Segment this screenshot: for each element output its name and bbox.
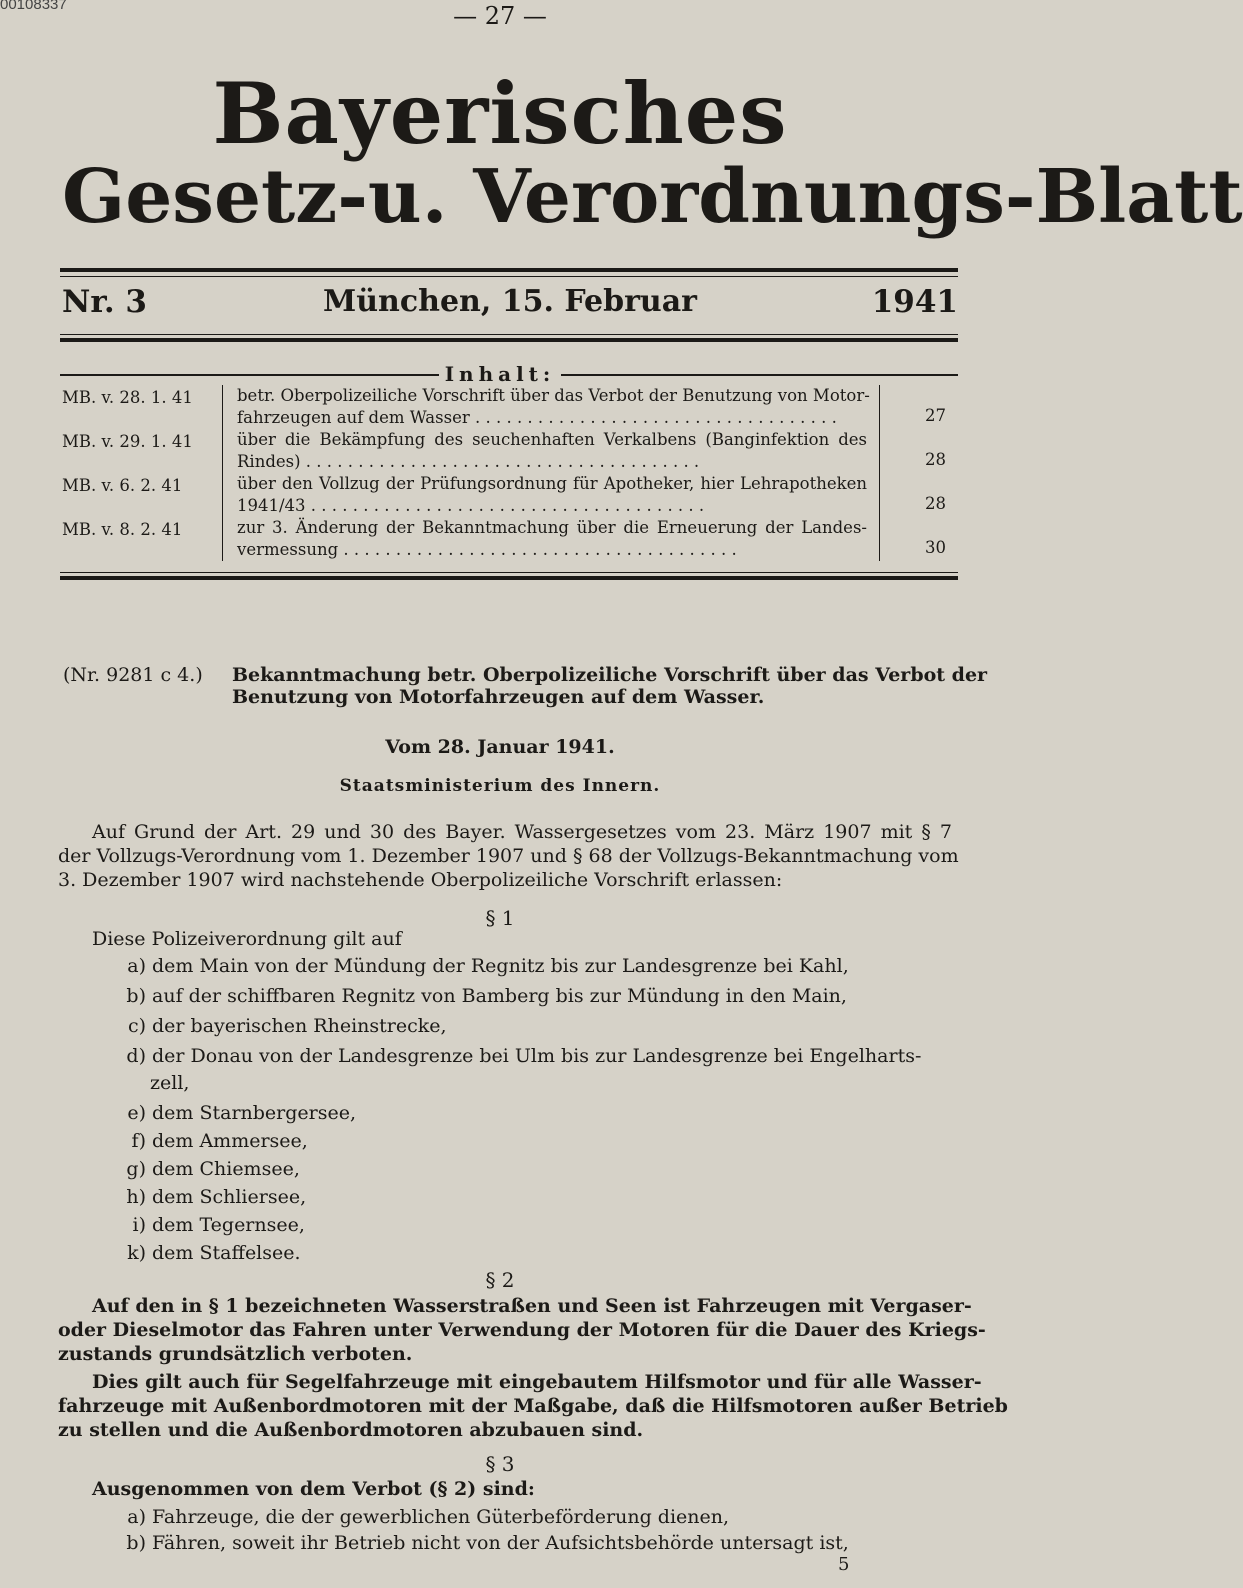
announcement-title [232, 664, 988, 708]
list-item: d) der Donau von der Landesgrenze bei Ulm bis zur Landesgrenze bei Engelharts- [126, 1045, 922, 1067]
list-item: b) Fähren, soweit ihr Betrieb nicht von der Aufsichtsbehörde untersagt ist, [126, 1532, 849, 1554]
toc-page: 28 [925, 450, 946, 469]
toc-desc-line: betr. Oberpolizeiliche Vorschrift über das Verbot der Benutzung von Motor- [237, 386, 870, 405]
paragraph-line: zu stellen und die Außenbordmotoren abzubauen sind. [58, 1419, 644, 1441]
list-item: g) dem Chiemsee, [126, 1158, 300, 1180]
list-item: k) dem Staffelsee. [127, 1242, 301, 1264]
signature-mark: 5 [838, 1554, 850, 1575]
toc-desc-line: vermessung . . . . . . . . . . . . . . . . . . . . . . . . . . . . . . . . . . . . . . [237, 540, 737, 559]
toc-description [222, 473, 880, 517]
announcement-title-line: Benutzung von Motorfahrzeugen auf dem Wasser. [232, 686, 765, 708]
preamble [58, 820, 959, 892]
preamble-line: der Vollzugs-Verordnung vom 1. Dezember 1907 und § 68 der Vollzugs-Bekanntmachung vom [58, 845, 959, 867]
masthead-title-line1: Bayerisches [212, 64, 788, 163]
list-item-continuation: zell, [150, 1072, 190, 1094]
issue-line [62, 284, 958, 324]
section-3-heading: § 3 [485, 1452, 515, 1476]
masthead-rule-top [60, 268, 958, 272]
section-1-heading: § 1 [485, 906, 515, 930]
toc-description [222, 517, 880, 561]
section-3-intro: Ausgenommen von dem Verbot (§ 2) sind: [92, 1478, 535, 1500]
preamble-line: Auf Grund der Art. 29 und 30 des Bayer. Wassergesetzes vom 23. März 1907 mit § 7 [92, 821, 952, 843]
list-item: f) dem Ammersee, [131, 1130, 308, 1152]
paragraph-line: Auf den in § 1 bezeichneten Wasserstraßen und Seen ist Fahrzeugen mit Vergaser- [92, 1295, 972, 1317]
announcement-ref-number: (Nr. 9281 c 4.) [63, 664, 203, 686]
issue-place-date: München, 15. Februar [323, 284, 697, 319]
issuing-ministry: Staatsministerium des Innern. [339, 776, 661, 796]
list-item: e) dem Starnbergersee, [127, 1102, 357, 1124]
paragraph-line: zustands grundsätzlich verboten. [58, 1343, 413, 1365]
preamble-line: 3. Dezember 1907 wird nachstehende Oberpolizeiliche Vorschrift erlassen: [58, 869, 783, 891]
toc-description [222, 429, 880, 473]
section-2-heading: § 2 [485, 1268, 515, 1292]
toc-ref: MB. v. 28. 1. 41 [62, 388, 193, 407]
list-item: c) der bayerischen Rheinstrecke, [127, 1015, 447, 1037]
toc-entry [62, 385, 958, 429]
toc-entry [62, 473, 958, 517]
issue-rule-thick [60, 338, 958, 342]
section-2-paragraph-1 [58, 1294, 986, 1366]
contents-heading-text: Inhalt: [439, 362, 562, 386]
page-number: — 27 — [453, 2, 547, 30]
list-item: h) dem Schliersee, [126, 1186, 307, 1208]
toc-ref: MB. v. 8. 2. 41 [62, 520, 183, 539]
toc-desc-line: zur 3. Änderung der Bekanntmachung über die Erneuerung der Landes- [237, 518, 867, 537]
issue-number: Nr. 3 [62, 284, 147, 320]
toc-page: 28 [925, 494, 946, 513]
contents-rule-bottom-thick [60, 576, 958, 580]
paragraph-line: fahrzeuge mit Außenbordmotoren mit der Maßgabe, daß die Hilfsmotoren außer Betrieb [58, 1395, 1008, 1417]
toc-desc-line: über den Vollzug der Prüfungsordnung für Apotheker, hier Lehrapotheken [237, 474, 867, 493]
announcement-date: Vom 28. Januar 1941. [385, 736, 615, 758]
masthead-rule-thin [60, 276, 958, 277]
toc-page: 27 [925, 406, 946, 425]
toc-entry [62, 429, 958, 473]
masthead-title-line2: Gesetz-u. Verordnungs-Blatt [62, 154, 1243, 240]
contents-heading [0, 362, 1000, 386]
toc-entry [62, 517, 958, 561]
toc-description [222, 385, 880, 429]
announcement-title-line: Bekanntmachung betr. Oberpolizeiliche Vorschrift über das Verbot der [232, 664, 988, 686]
list-item: a) Fahrzeuge, die der gewerblichen Güterbeförderung dienen, [127, 1506, 730, 1528]
list-item: i) dem Tegernsee, [132, 1214, 305, 1236]
toc-desc-line: 1941/43 . . . . . . . . . . . . . . . . . . . . . . . . . . . . . . . . . . . . . . [237, 496, 705, 515]
toc-desc-line: Rindes) . . . . . . . . . . . . . . . . . . . . . . . . . . . . . . . . . . . . . . [237, 452, 700, 471]
list-item: b) auf der schiffbaren Regnitz von Bamberg bis zur Mündung in den Main, [126, 985, 847, 1007]
toc-ref: MB. v. 29. 1. 41 [62, 432, 193, 451]
list-item: a) dem Main von der Mündung der Regnitz bis zur Landesgrenze bei Kahl, [127, 955, 849, 977]
contents-rule-bottom-thin [60, 572, 958, 573]
paragraph-line: Dies gilt auch für Segelfahrzeuge mit eingebautem Hilfsmotor und für alle Wasser- [92, 1371, 982, 1393]
table-of-contents [62, 385, 958, 561]
toc-page: 30 [925, 538, 946, 557]
issue-rule-thin [60, 334, 958, 335]
section-1-intro: Diese Polizeiverordnung gilt auf [92, 928, 402, 950]
toc-ref: MB. v. 6. 2. 41 [62, 476, 183, 495]
section-2-paragraph-2 [58, 1370, 1008, 1442]
issue-year: 1941 [871, 284, 958, 320]
paragraph-line: oder Dieselmotor das Fahren unter Verwendung der Motoren für die Dauer des Kriegs- [58, 1319, 986, 1341]
toc-desc-line: über die Bekämpfung des seuchenhaften Verkalbens (Banginfektion des [237, 430, 867, 449]
archive-id: 00108337 [0, 0, 67, 13]
toc-desc-line: fahrzeugen auf dem Wasser . . . . . . . . . . . . . . . . . . . . . . . . . . . . . . . . . . . [237, 408, 837, 427]
